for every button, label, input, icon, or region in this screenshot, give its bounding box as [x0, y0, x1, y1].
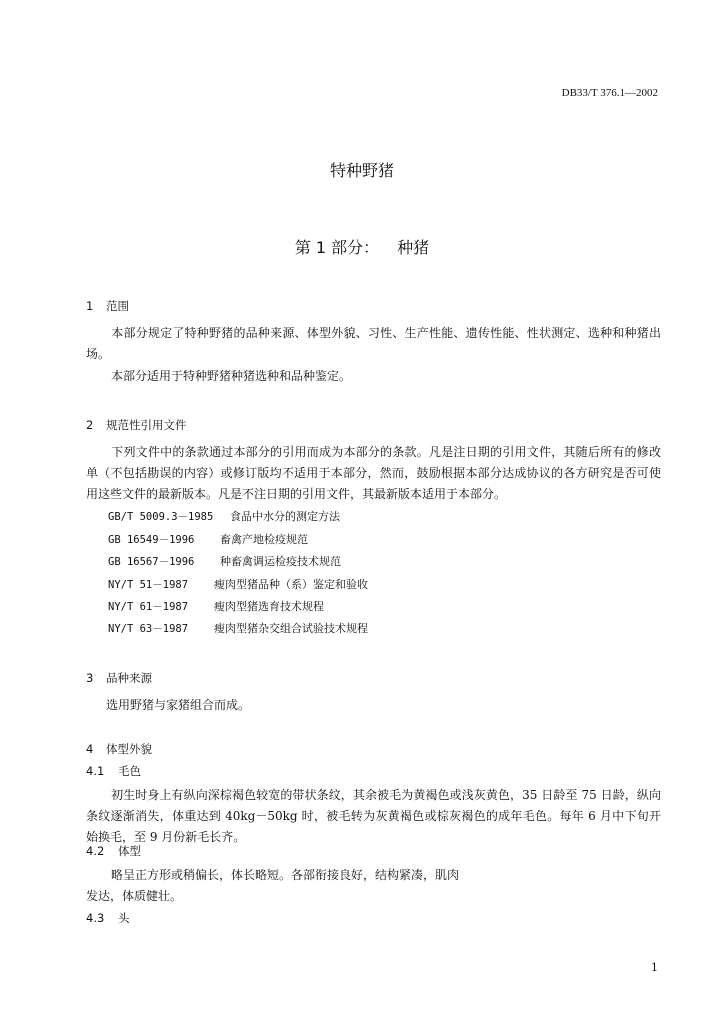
reference-item: GB 16549－1996 畜禽产地检疫规范 [108, 533, 308, 546]
part-name: 种猪 [397, 238, 430, 257]
section-4-2-paragraph-2: 发达，体质健壮。 [86, 889, 183, 903]
reference-item: GB 16567－1996 种畜禽调运检疫技术规范 [108, 555, 341, 568]
section-4-2-heading [86, 843, 141, 859]
section-4-heading [86, 741, 152, 757]
document-number: DB33/T 376.1—2002 [561, 87, 658, 99]
part-title [0, 235, 724, 258]
section-title: 规范性引用文件 [106, 418, 187, 432]
section-3-paragraph-1: 选用野猪与家猪组合而成。 [106, 698, 251, 712]
document-title: 特种野猪 [329, 161, 394, 180]
section-title: 体型 [118, 844, 141, 858]
section-title: 毛色 [118, 764, 141, 778]
reference-item: GB/T 5009.3－1985 食品中水分的测定方法 [108, 510, 340, 523]
section-title: 头 [118, 911, 130, 925]
section-number: 4.2 [86, 844, 105, 858]
section-3-heading [86, 670, 152, 686]
section-1-paragraph-1: 本部分规定了特种野猪的品种来源、体型外貌、习性、生产性能、遗传性能、性状测定、选种和种猪出场。 [86, 326, 661, 361]
section-title: 体型外貌 [106, 742, 152, 756]
section-2-paragraph-1: 下列文件中的条款通过本部分的引用而成为本部分的条款。凡是注日期的引用文件，其随后所有的修改单（不包括勘误的内容）或修订版均不适用于本部分，然而，鼓励根据本部分达成协议的各方研究是否可使用这些文件的最新版本。凡是不注日期的引用文件，其最新版本适用于本部分。 [86, 445, 661, 501]
section-1-heading [86, 298, 129, 314]
section-4-2-paragraph-1: 略呈正方形或稍偏长，体长略短。各部衔接良好，结构紧凑，肌肉 [111, 868, 460, 882]
section-4-1-paragraph: 初生时身上有纵向深棕褐色较宽的带状条纹，其余被毛为黄褐色或浅灰黄色，35 日龄至 75 日龄，纵向条纹逐渐消失，体重达到 40kg－50kg 时，被毛转为灰黄褐色或棕灰褐色的成年毛色。每年 6 月中下旬开始换毛，至 9 月份新毛长齐。 [86, 788, 661, 844]
part-label: 第 1 部分： [294, 238, 380, 257]
section-1-paragraph-2: 本部分适用于特种野猪种猪选种和品种鉴定。 [111, 369, 352, 383]
section-title: 品种来源 [106, 671, 152, 685]
section-4-1-heading [86, 763, 141, 779]
section-number: 4.3 [86, 911, 105, 925]
section-4-3-heading [86, 910, 130, 926]
section-number: 1 [86, 299, 94, 313]
reference-item: NY/T 63－1987 瘦肉型猪杂交组合试验技术规程 [108, 622, 368, 635]
reference-item: NY/T 61－1987 瘦肉型猪选育技术规程 [108, 600, 324, 613]
section-number: 4 [86, 742, 94, 756]
section-title: 范围 [106, 299, 129, 313]
page-number: 1 [651, 961, 658, 974]
section-number: 3 [86, 671, 94, 685]
section-2-heading [86, 417, 187, 433]
section-number: 4.1 [86, 764, 105, 778]
reference-item: NY/T 51－1987 瘦肉型猪品种（系）鉴定和验收 [108, 578, 368, 591]
section-number: 2 [86, 418, 94, 432]
